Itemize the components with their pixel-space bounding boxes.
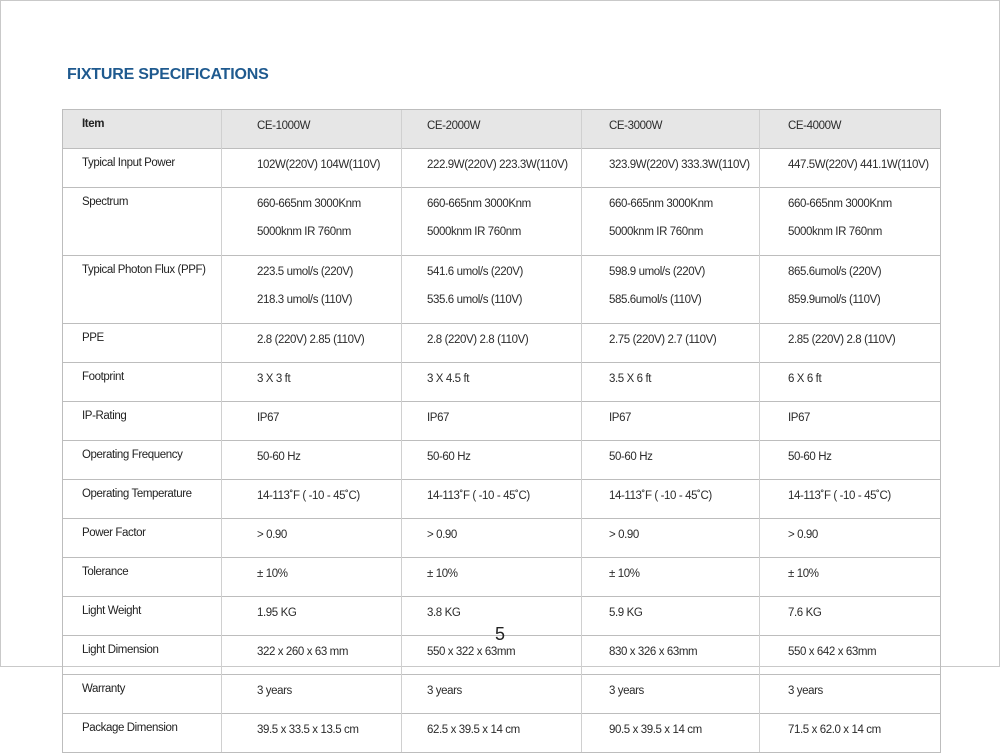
page-title: FIXTURE SPECIFICATIONS [67, 66, 269, 83]
spec-value: 585.6umol/s (110V) [609, 294, 702, 306]
spec-value: 102W(220V) 104W(110V) [257, 159, 381, 171]
spec-value-cell [582, 675, 760, 714]
table-row [63, 480, 941, 519]
spec-value: 1.95 KG [257, 607, 297, 619]
spec-value-cell [582, 363, 760, 402]
spec-value-cell [760, 480, 941, 519]
spec-value-cell [222, 363, 402, 402]
spec-value: > 0.90 [609, 529, 639, 541]
table-row [63, 324, 941, 363]
table-row [63, 675, 941, 714]
spec-value-cell [402, 480, 582, 519]
table-row [63, 714, 941, 753]
spec-value: 3 years [609, 685, 644, 697]
spec-value-cell [582, 149, 760, 188]
spec-value: 535.6 umol/s (110V) [427, 294, 523, 306]
spec-table-body [63, 149, 941, 753]
spec-value-cell [222, 675, 402, 714]
table-row [63, 363, 941, 402]
spec-value: 5000knm IR 760nm [427, 226, 521, 238]
spec-value-cell [582, 188, 760, 256]
spec-value: 62.5 x 39.5 x 14 cm [427, 724, 520, 736]
spec-value: 3 years [427, 685, 462, 697]
spec-value-cell [402, 402, 582, 441]
header-model: CE-2000W [402, 110, 582, 149]
page-number: 5 [494, 624, 505, 644]
spec-value: 5000knm IR 760nm [609, 226, 703, 238]
spec-value-cell [402, 441, 582, 480]
spec-value: IP67 [609, 412, 632, 424]
spec-value: 322 x 260 x 63 mm [257, 646, 349, 658]
spec-value-cell [760, 558, 941, 597]
spec-value: 830 x 326 x 63mm [609, 646, 698, 658]
spec-value: 3.5 X 6 ft [609, 373, 652, 385]
spec-value: 218.3 umol/s (110V) [257, 294, 353, 306]
table-header-row [63, 110, 941, 149]
spec-value: 5.9 KG [609, 607, 643, 619]
spec-value-cell [222, 480, 402, 519]
spec-value: 660-665nm 3000Knm [609, 198, 713, 210]
spec-value-cell [222, 441, 402, 480]
spec-value-cell [402, 714, 582, 753]
spec-value-cell [222, 402, 402, 441]
spec-value-cell [222, 324, 402, 363]
row-label: Typical Input Power [63, 149, 222, 188]
spec-value-cell [582, 480, 760, 519]
spec-value-cell [402, 256, 582, 324]
spec-value: IP67 [257, 412, 280, 424]
spec-value-cell [402, 149, 582, 188]
spec-value: 2.8 (220V) 2.85 (110V) [257, 334, 365, 346]
row-label: Typical Photon Flux (PPF) [63, 256, 222, 324]
header-model: CE-3000W [582, 110, 760, 149]
spec-value: 550 x 322 x 63mm [427, 646, 516, 658]
spec-value: 447.5W(220V) 441.1W(110V) [788, 159, 929, 171]
spec-value: 223.5 umol/s (220V) [257, 266, 353, 278]
row-label: Footprint [63, 363, 222, 402]
spec-value: 50-60 Hz [427, 451, 471, 463]
row-label: Operating Frequency [63, 441, 222, 480]
row-label: Package Dimension [63, 714, 222, 753]
spec-value: 50-60 Hz [788, 451, 832, 463]
spec-value: 14-113˚F ( -10 - 45˚C) [609, 490, 712, 502]
spec-value: 660-665nm 3000Knm [257, 198, 361, 210]
spec-value-cell [760, 363, 941, 402]
spec-value: > 0.90 [257, 529, 287, 541]
spec-value: ± 10% [257, 568, 288, 580]
row-label: Operating Temperature [63, 480, 222, 519]
spec-value-cell [222, 256, 402, 324]
spec-value: 50-60 Hz [257, 451, 301, 463]
row-label: Power Factor [63, 519, 222, 558]
table-row [63, 188, 941, 256]
spec-value: 660-665nm 3000Knm [788, 198, 892, 210]
table-row [63, 256, 941, 324]
row-label: Tolerance [63, 558, 222, 597]
spec-value: 71.5 x 62.0 x 14 cm [788, 724, 881, 736]
spec-value-cell [582, 519, 760, 558]
spec-value: 14-113˚F ( -10 - 45˚C) [427, 490, 530, 502]
header-model: CE-4000W [760, 110, 941, 149]
spec-value-cell [760, 675, 941, 714]
table-row [63, 402, 941, 441]
spec-value: 3 years [788, 685, 823, 697]
spec-value: 6 X 6 ft [788, 373, 822, 385]
spec-value: 39.5 x 33.5 x 13.5 cm [257, 724, 359, 736]
spec-value: 2.85 (220V) 2.8 (110V) [788, 334, 896, 346]
spec-value-cell [760, 519, 941, 558]
spec-value: 14-113˚F ( -10 - 45˚C) [257, 490, 360, 502]
row-label: IP-Rating [63, 402, 222, 441]
spec-value-cell [402, 675, 582, 714]
spec-value-cell [402, 324, 582, 363]
spec-value: ± 10% [788, 568, 819, 580]
spec-value: 3 X 3 ft [257, 373, 291, 385]
spec-value-cell [222, 558, 402, 597]
spec-value: 598.9 umol/s (220V) [609, 266, 705, 278]
spec-table [62, 109, 941, 753]
table-row [63, 441, 941, 480]
spec-value: 660-665nm 3000Knm [427, 198, 531, 210]
spec-value-cell [582, 558, 760, 597]
spec-value: 541.6 umol/s (220V) [427, 266, 523, 278]
spec-value: 50-60 Hz [609, 451, 653, 463]
spec-value-cell [222, 149, 402, 188]
spec-value-cell [760, 256, 941, 324]
spec-value-cell [760, 441, 941, 480]
spec-value-cell [402, 519, 582, 558]
row-label: Light Weight [63, 597, 222, 636]
spec-value-cell [582, 441, 760, 480]
spec-value: IP67 [788, 412, 811, 424]
spec-value-cell [222, 519, 402, 558]
spec-value-cell [760, 402, 941, 441]
spec-value: 3 X 4.5 ft [427, 373, 470, 385]
spec-value: 2.75 (220V) 2.7 (110V) [609, 334, 717, 346]
spec-value-cell [760, 188, 941, 256]
row-label: Light Dimension [63, 636, 222, 675]
spec-value: 14-113˚F ( -10 - 45˚C) [788, 490, 891, 502]
spec-value-cell [582, 324, 760, 363]
spec-value-cell [582, 256, 760, 324]
spec-value: ± 10% [427, 568, 458, 580]
spec-value: 865.6umol/s (220V) [788, 266, 882, 278]
spec-value: 90.5 x 39.5 x 14 cm [609, 724, 702, 736]
spec-value-cell [222, 188, 402, 256]
spec-value: > 0.90 [788, 529, 818, 541]
spec-value-cell [402, 558, 582, 597]
header-model: CE-1000W [222, 110, 402, 149]
spec-value-cell [402, 363, 582, 402]
spec-value: 3 years [257, 685, 292, 697]
spec-value: 550 x 642 x 63mm [788, 646, 877, 658]
spec-value-cell [760, 149, 941, 188]
spec-value-cell [222, 714, 402, 753]
row-label: Spectrum [63, 188, 222, 256]
spec-value: 3.8 KG [427, 607, 461, 619]
spec-value-cell [760, 714, 941, 753]
spec-value-cell [582, 402, 760, 441]
spec-value: 5000knm IR 760nm [257, 226, 351, 238]
spec-value-cell [760, 324, 941, 363]
spec-value: 5000knm IR 760nm [788, 226, 882, 238]
spec-value: 7.6 KG [788, 607, 822, 619]
spec-value: 323.9W(220V) 333.3W(110V) [609, 159, 750, 171]
table-row [63, 149, 941, 188]
row-label: Warranty [63, 675, 222, 714]
spec-value-cell [582, 714, 760, 753]
row-label: PPE [63, 324, 222, 363]
header-item-label: Item [63, 110, 222, 149]
spec-value: 859.9umol/s (110V) [788, 294, 881, 306]
table-row [63, 519, 941, 558]
spec-value: > 0.90 [427, 529, 457, 541]
spec-value: IP67 [427, 412, 450, 424]
spec-value: 2.8 (220V) 2.8 (110V) [427, 334, 529, 346]
spec-value: 222.9W(220V) 223.3W(110V) [427, 159, 568, 171]
table-row [63, 558, 941, 597]
spec-value: ± 10% [609, 568, 640, 580]
spec-value-cell [402, 188, 582, 256]
